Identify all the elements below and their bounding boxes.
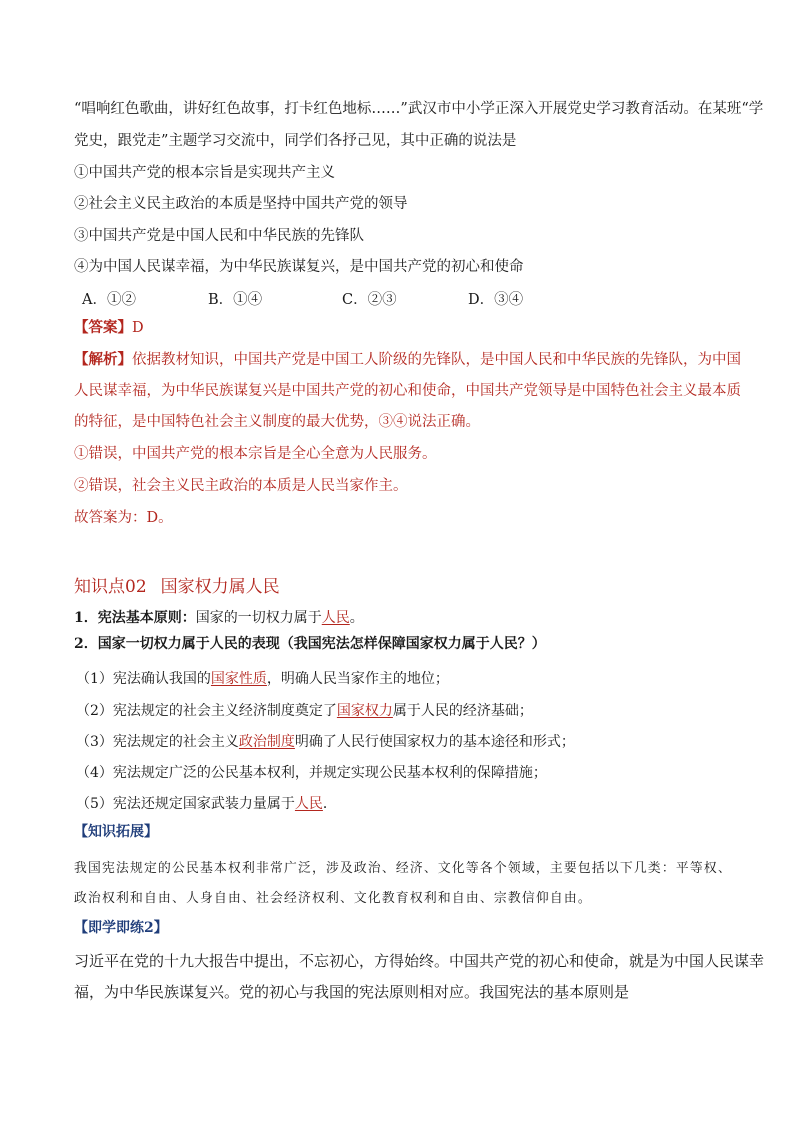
principle-line bbox=[74, 608, 726, 628]
analysis-line-2: 人民谋幸福，为中华民族谋复兴是中国共产党的初心和使命，中国共产党领导是中国特色社会主义最本质 bbox=[74, 383, 741, 399]
list-item-1-answer: 国家性质 bbox=[210, 671, 267, 687]
principle-label: 1．宪法基本原则： bbox=[74, 610, 196, 626]
list-item-3-post: 明确了人民行使国家权力的基本途径和形式； bbox=[294, 734, 575, 750]
list-item-3-answer: 政治制度 bbox=[238, 734, 295, 750]
list-item-5-pre: （5）宪法还规定国家武装力量属于 bbox=[76, 796, 295, 812]
list-item-4: （4）宪法规定广泛的公民基本权利，并规定实现公民基本权利的保障措施； bbox=[76, 765, 547, 781]
analysis-line-5: ②错误，社会主义民主政治的本质是人民当家作主。 bbox=[74, 478, 408, 494]
option-b: B．①④ bbox=[208, 292, 263, 308]
list-item-1-post: ，明确人民当家作主的地位； bbox=[266, 671, 449, 687]
extension-line-1: 我国宪法规定的公民基本权利非常广泛，涉及政治、经济、文化等各个领域，主要包括以下几类：平等权、 bbox=[74, 861, 732, 876]
practice-line-1: 习近平在党的十九大报告中提出，不忘初心，方得始终。中国共产党的初心和使命，就是为中国人民谋幸 bbox=[74, 952, 765, 970]
statement-1: ①中国共产党的根本宗旨是实现共产主义 bbox=[74, 165, 335, 181]
list-item-5-post: ． bbox=[322, 796, 337, 812]
option-a: A．①② bbox=[82, 292, 136, 308]
list-item-2-answer: 国家权力 bbox=[336, 703, 393, 719]
option-d: D．③④ bbox=[468, 292, 524, 308]
manifestation-heading: 2．国家一切权力属于人民的表现（我国宪法怎样保障国家权力属于人民？） bbox=[74, 636, 546, 652]
analysis-label: 【解析】 bbox=[74, 351, 132, 368]
answer-value: D bbox=[132, 320, 144, 336]
analysis-line-4: ①错误，中国共产党的根本宗旨是全心全意为人民服务。 bbox=[74, 446, 437, 462]
list-item-2 bbox=[76, 700, 533, 720]
extension-line-2: 政治权利和自由、人身自由、社会经济权利、文化教育权利和自由、宗教信仰自由。 bbox=[74, 891, 592, 906]
statement-3: ③中国共产党是中国人民和中华民族的先锋队 bbox=[74, 228, 364, 244]
list-item-5 bbox=[76, 793, 337, 813]
analysis-line-1 bbox=[74, 350, 741, 370]
analysis-line-3: 的特征，是中国特色社会主义制度的最大优势，③④说法正确。 bbox=[74, 414, 480, 430]
extension-label: 【知识拓展】 bbox=[74, 824, 158, 840]
analysis-text-1: 依据教材知识，中国共产党是中国工人阶级的先锋队，是中国人民和中华民族的先锋队，为中国 bbox=[132, 352, 741, 368]
statement-2: ②社会主义民主政治的本质是坚持中国共产党的领导 bbox=[74, 196, 408, 212]
list-item-3 bbox=[76, 731, 575, 751]
statement-4: ④为中国人民谋幸福，为中华民族谋复兴，是中国共产党的初心和使命 bbox=[74, 259, 524, 275]
list-item-1-pre: （1）宪法确认我国的 bbox=[76, 671, 211, 687]
practice-line-2: 福，为中华民族谋复兴。党的初心与我国的宪法原则相对应。我国宪法的基本原则是 bbox=[74, 983, 630, 1001]
principle-text: 国家的一切权力属于 bbox=[195, 610, 322, 626]
list-item-2-pre: （2）宪法规定的社会主义经济制度奠定了 bbox=[76, 703, 337, 719]
option-c: C．②③ bbox=[342, 292, 397, 308]
principle-answer: 人民 bbox=[321, 610, 350, 626]
practice-label: 【即学即练2】 bbox=[74, 920, 168, 936]
section-number: 知识点02 bbox=[74, 577, 147, 597]
analysis-line-6: 故答案为：D。 bbox=[74, 510, 173, 526]
principle-end: 。 bbox=[349, 610, 364, 626]
answer-label: 【答案】 bbox=[74, 319, 132, 336]
question-stem-line-2: 党史，跟党走”主题学习交流中，同学们各抒己见，其中正确的说法是 bbox=[74, 133, 517, 149]
answer-options bbox=[82, 288, 682, 308]
answer-line bbox=[74, 318, 726, 338]
list-item-1 bbox=[76, 668, 449, 688]
list-item-5-answer: 人民 bbox=[294, 796, 323, 812]
list-item-3-pre: （3）宪法规定的社会主义 bbox=[76, 734, 239, 750]
section-heading bbox=[74, 572, 280, 597]
list-item-2-post: 属于人民的经济基础； bbox=[392, 703, 533, 719]
section-title: 国家权力属人民 bbox=[160, 577, 280, 597]
question-stem-line-1: “唱响红色歌曲，讲好红色故事，打卡红色地标……”武汉市中小学正深入开展党史学习教育活动。在某班“学 bbox=[74, 101, 764, 117]
